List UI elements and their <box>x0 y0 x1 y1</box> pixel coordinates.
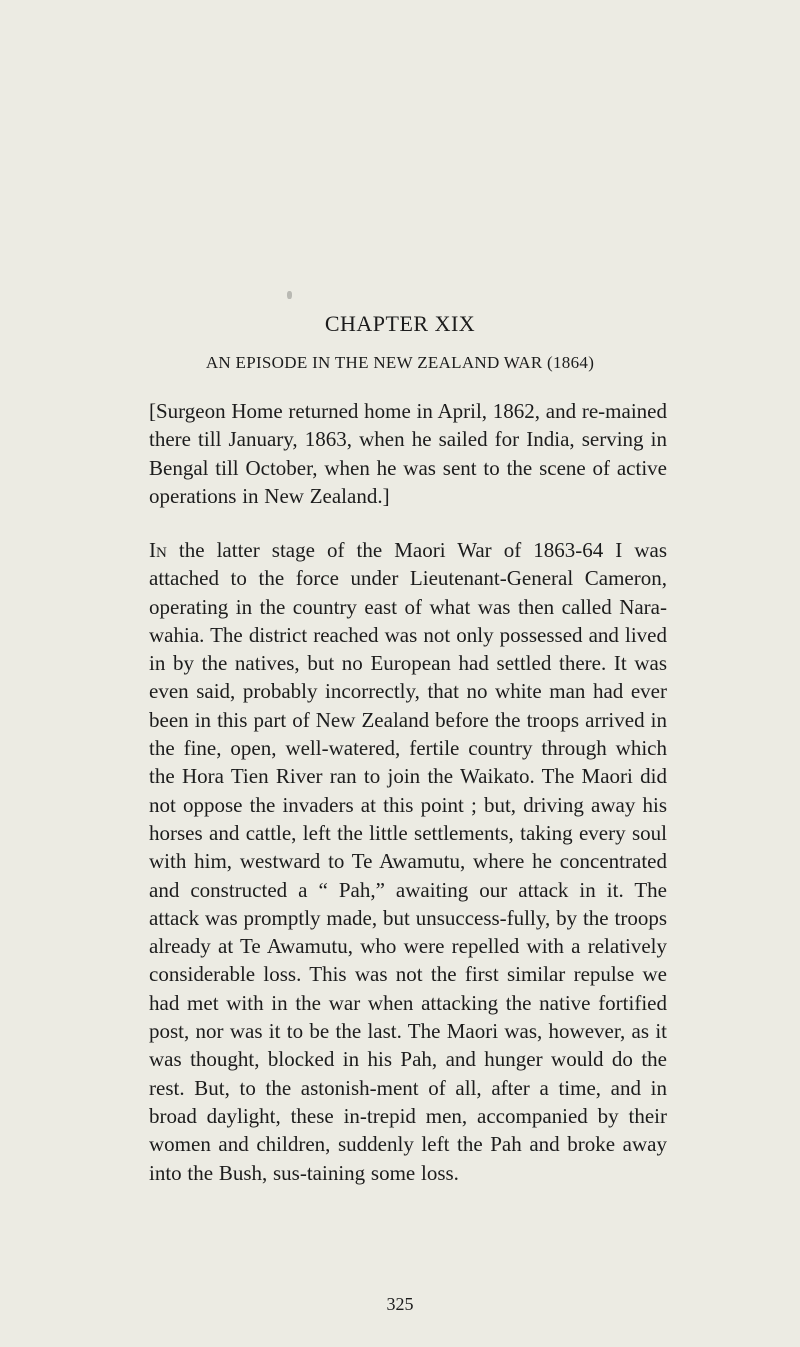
chapter-subtitle: AN EPISODE IN THE NEW ZEALAND WAR (1864) <box>205 353 595 372</box>
intro-paragraph: [Surgeon Home returned home in April, 1862, and re-mained there till January, 1863, when he sailed for India, serving in Bengal till October, when he was sent to the scene of active operations in New Zealand.] <box>149 399 667 508</box>
body-paragraph-text: the latter stage of the Maori War of 1863-64 I was attached to the force under Lieutenant-General Cameron, operating in the country east of what was then called Nara-wahia. The district reached was not only possessed and lived in by the natives, but no European had settled there. It was even said, probably incorrectly, that no white man had ever been in this part of New Zealand before the troops arrived in the fine, open, well-watered, fertile country through which the Hora Tien River ran to join the Waikato. The Maori did not oppose the invaders at this point ; but, driving away his horses and cattle, left the little settlements, taking every soul with him, westward to Te Awamutu, where he concentrated and constructed a “ Pah,” awaiting our attack in it. The attack was promptly made, but unsuccess-fully, by the troops already at Te Awamutu, who were repelled with a relatively considerable loss. This was not the first similar repulse we had met with in the war when attacking the native fortified post, nor was it to be the last. The Maori was, however, as it was thought, blocked in his Pah, and hunger would do the rest. But, to the astonish-ment of all, after a time, and in broad daylight, these in-trepid men, accompanied by their women and children, suddenly left the Pah and broke away into the Bush, sus-taining some loss. <box>149 538 667 1185</box>
print-speck <box>287 291 292 299</box>
dropcap-word: In <box>149 538 167 562</box>
chapter-title: CHAPTER XIX <box>324 311 476 336</box>
page-number: 325 <box>386 1294 414 1314</box>
body-paragraph <box>149 536 667 1187</box>
